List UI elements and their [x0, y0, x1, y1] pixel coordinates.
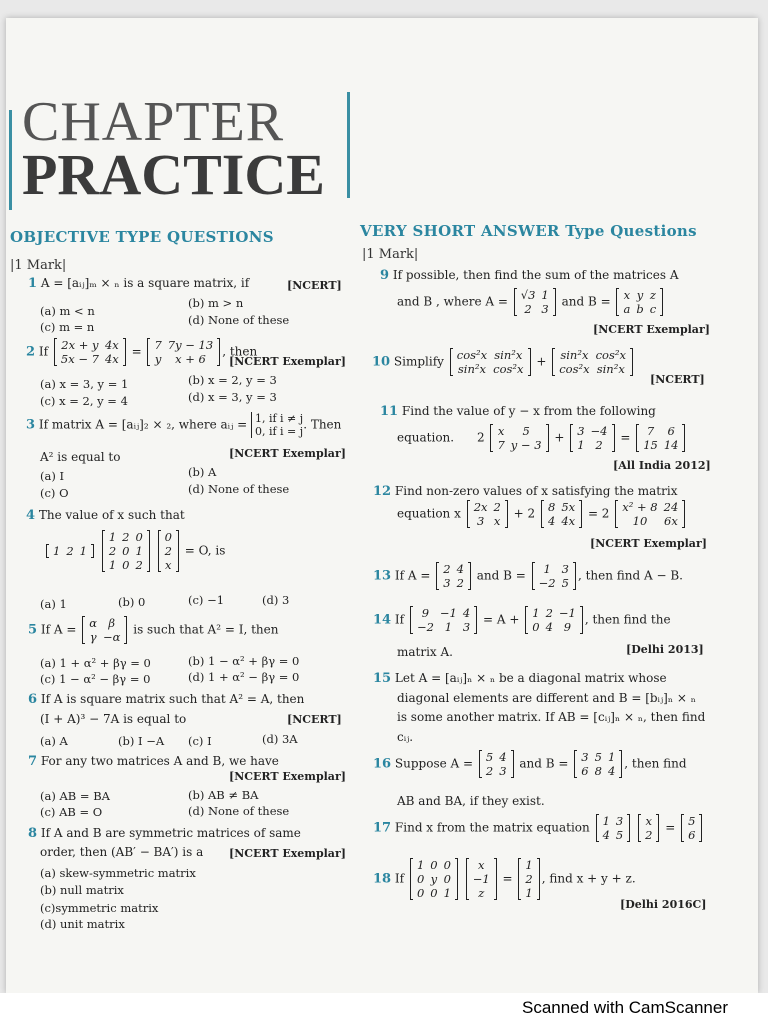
q10-equation: 10 Simplify cos²x sin²x sin²x cos²x + sin²x cos²x cos²x sin²x	[372, 348, 635, 376]
matrix-cell: sin²x	[494, 348, 523, 362]
matrix-cell: 0	[430, 886, 438, 900]
matrix-cell: 1	[135, 544, 143, 558]
q11-matrix-2	[570, 424, 614, 452]
matrix-cell: 1	[108, 558, 117, 572]
matrix-cell: 1	[525, 886, 533, 900]
matrix-cell: 5	[615, 828, 624, 842]
matrix-cell: z	[478, 886, 485, 900]
matrix-cell: 2	[524, 302, 532, 316]
q17-matrix-2	[638, 814, 659, 842]
q2-tag: [NCERT Exemplar]	[229, 355, 346, 368]
matrix-cell: 2	[485, 764, 494, 778]
matrix-cell: cos²x	[595, 348, 626, 362]
q8-option-b: (b) null matrix	[40, 883, 124, 897]
q8-text2: order, then (AB′ − BA′) is a	[40, 845, 204, 859]
q1-option-d: (d) None of these	[188, 313, 290, 327]
q2-option-b: (b) x = 2, y = 3	[188, 373, 277, 387]
q1-tag: [NCERT]	[287, 279, 342, 292]
q2-matrix-right	[147, 338, 220, 366]
q9-matrix-a	[514, 288, 556, 316]
matrix-cell: 5	[561, 576, 569, 590]
short-answer-section-title: VERY SHORT ANSWER Type Questions	[360, 222, 697, 240]
matrix-cell: y	[636, 288, 644, 302]
matrix-cell: 3	[561, 562, 569, 576]
q14-tag: [Delhi 2013]	[626, 643, 704, 656]
q4-text: 4 The value of x such that	[26, 508, 185, 523]
matrix-cell: 6	[667, 424, 675, 438]
matrix-cell: 0	[122, 558, 130, 572]
q5-matrix	[82, 616, 127, 644]
matrix-cell: α	[89, 616, 98, 630]
q12-text: 12 Find non-zero values of x satisfying the matrix	[373, 484, 678, 499]
matrix-cell: −1	[472, 872, 490, 886]
matrix-cell: 1	[53, 544, 61, 558]
matrix-cell: x² + 8	[622, 500, 658, 514]
q15-text: 15 Let A = [aᵢⱼ]ₙ × ₙ be a diagonal matrix whose	[373, 671, 667, 686]
matrix-cell: a	[623, 302, 631, 316]
q11-matrix-1	[490, 424, 548, 452]
matrix-cell: 3	[577, 424, 585, 438]
matrix-cell: y	[430, 872, 438, 886]
matrix-cell: 4x	[104, 352, 119, 366]
q4-row-vector	[46, 544, 94, 558]
q7-option-b: (b) AB ≠ BA	[188, 788, 259, 802]
matrix-cell: 1	[543, 562, 551, 576]
q6-option-a: (a) A	[40, 734, 68, 748]
q13-matrix-a	[436, 562, 471, 590]
left-accent-bar	[9, 110, 12, 210]
matrix-cell: 2	[493, 500, 501, 514]
q16-equation: 16 Suppose A = 5 4 2 3 and B = 3 5 1 6 8 4 , then find	[373, 750, 687, 778]
matrix-cell: 0	[164, 530, 172, 544]
matrix-cell: 3	[443, 576, 451, 590]
q2-matrix-left	[54, 338, 126, 366]
matrix-cell: cos²x	[559, 362, 590, 376]
q3-option-b: (b) A	[188, 465, 217, 479]
q3-piecewise: 1, if i ≠ j 0, if i = j	[251, 412, 303, 438]
matrix-cell: 6x	[664, 514, 678, 528]
q12-matrix-1	[467, 500, 508, 528]
q12-matrix-2	[541, 500, 582, 528]
q15-text4: cᵢⱼ.	[397, 730, 414, 744]
matrix-cell: 1	[602, 814, 610, 828]
matrix-cell: 2	[443, 562, 451, 576]
q4-option-a: (a) 1	[40, 597, 67, 611]
q18-tag: [Delhi 2016C]	[620, 898, 707, 911]
matrix-cell: 7	[154, 338, 162, 352]
q4-equation: 1 2 1 1 2 0 2 0 1 1 0 2 0 2 x = O, is	[44, 530, 225, 572]
q1-option-c: (c) m = n	[40, 320, 95, 334]
q14-equation: 14 If 9 −1 4 −2 1 3 = A + 1 2 −1 0 4 9 , then find the	[373, 606, 671, 634]
matrix-cell: x	[477, 858, 485, 872]
matrix-cell: 3	[615, 814, 624, 828]
matrix-cell: 2	[164, 544, 172, 558]
matrix-cell: x	[645, 814, 652, 828]
matrix-cell: 24	[663, 500, 679, 514]
matrix-cell: 8	[594, 764, 602, 778]
q2-text: 2 If 2x + y 4x 5x − 7 4x = 7 7y − 13 y x + 6 , then	[26, 338, 258, 366]
matrix-cell: 4	[462, 606, 471, 620]
q7-tag: [NCERT Exemplar]	[229, 770, 346, 783]
q12-equation: equation x 2x 2 3 x + 2 8 5x 4 4x = 2 x² + 8 24 10 6x	[397, 500, 687, 528]
matrix-cell: 0	[122, 544, 130, 558]
matrix-cell: 4	[607, 764, 616, 778]
matrix-cell: 2	[645, 828, 653, 842]
matrix-cell: 7	[497, 438, 505, 452]
q7-text: 7 For any two matrices A and B, we have	[28, 754, 279, 769]
matrix-cell: −2	[416, 620, 434, 634]
matrix-cell: 7	[646, 424, 655, 438]
matrix-cell: 9	[563, 620, 572, 634]
matrix-cell: 2	[525, 872, 533, 886]
q10-matrix-2	[552, 348, 633, 376]
q5-text: 5 If A = α β γ −α is such that A² = I, then	[28, 616, 279, 644]
q6-text: 6 If A is square matrix such that A² = A, then	[28, 692, 305, 707]
q1-text: 1 A = [aᵢⱼ]ₘ × ₙ is a square matrix, if	[28, 276, 250, 291]
q3-option-c: (c) O	[40, 486, 69, 500]
matrix-cell: b	[636, 302, 644, 316]
q8-text: 8 If A and B are symmetric matrices of same	[28, 826, 301, 841]
matrix-cell: 2	[122, 530, 130, 544]
matrix-cell: 4	[547, 514, 556, 528]
q5-option-d: (d) 1 + α² − βγ = 0	[188, 670, 300, 684]
matrix-cell: 7y − 13	[167, 338, 214, 352]
matrix-cell: 0	[416, 886, 425, 900]
matrix-cell: cos²x	[493, 362, 524, 376]
q8-option-a: (a) skew-symmetric matrix	[40, 866, 196, 880]
matrix-cell: 4	[545, 620, 553, 634]
matrix-cell: cos²x	[456, 348, 488, 362]
q7-option-a: (a) AB = BA	[40, 789, 110, 803]
q18-equation: 18 If 1 0 0 0 y 0 0 0 1 x −1 z = 1 2 1 , find x + y + z.	[373, 858, 636, 900]
left-mark-label: |1 Mark|	[10, 258, 67, 273]
objective-section-title: OBJECTIVE TYPE QUESTIONS	[10, 228, 274, 246]
q9-matrix-b	[616, 288, 663, 316]
q18-matrix-1	[410, 858, 458, 900]
matrix-cell: −1	[439, 606, 457, 620]
matrix-cell: 5	[688, 814, 696, 828]
q2-option-a: (a) x = 3, y = 1	[40, 377, 129, 391]
matrix-cell: 1	[416, 858, 425, 872]
q10-tag: [NCERT]	[650, 373, 705, 386]
q8-tag: [NCERT Exemplar]	[229, 847, 346, 860]
right-accent-bar	[347, 92, 350, 198]
matrix-cell: 0	[430, 858, 438, 872]
chapter-heading: CHAPTER	[22, 91, 285, 153]
q1-option-b: (b) m > n	[188, 296, 244, 310]
matrix-cell: x	[497, 424, 505, 438]
q8-option-d: (d) unit matrix	[40, 917, 125, 931]
matrix-cell: 2	[135, 558, 143, 572]
matrix-cell: 2	[108, 544, 117, 558]
matrix-cell: 4	[499, 750, 507, 764]
matrix-cell: 6	[688, 828, 696, 842]
matrix-cell: 1	[577, 438, 585, 452]
right-mark-label: |1 Mark|	[362, 247, 419, 262]
q3-text: 3 If matrix A = [aᵢⱼ]₂ × ₂, where aᵢⱼ = 1, if i ≠ j 0, if i = j. Then	[26, 412, 342, 438]
matrix-cell: sin²x	[596, 362, 625, 376]
matrix-cell: x + 6	[175, 352, 206, 366]
q9-text: 9 If possible, then find the sum of the matrices A	[380, 268, 679, 283]
matrix-cell: 2	[545, 606, 553, 620]
q3-tag: [NCERT Exemplar]	[229, 447, 346, 460]
matrix-cell: 6	[581, 764, 589, 778]
q8-option-c: (c)symmetric matrix	[40, 901, 159, 915]
matrix-cell: 4x	[104, 338, 119, 352]
matrix-cell: 0	[443, 872, 451, 886]
q12-matrix-3	[615, 500, 685, 528]
matrix-cell: 1	[79, 544, 87, 558]
q3-text2: A² is equal to	[40, 450, 121, 464]
matrix-cell: 3	[462, 620, 471, 634]
q11-matrix-3	[636, 424, 685, 452]
matrix-cell: 1	[108, 530, 117, 544]
matrix-cell: 3	[541, 302, 549, 316]
matrix-cell: 2x	[473, 500, 488, 514]
q3-option-a: (a) I	[40, 469, 65, 483]
matrix-cell: 5x	[561, 500, 576, 514]
scanner-watermark: Scanned with CamScanner	[521, 998, 728, 1017]
q18-matrix-3	[518, 858, 539, 900]
q9-equation: and B , where A = √3 1 2 3 and B = x y z a b c	[397, 288, 665, 316]
q13-matrix-b	[532, 562, 576, 590]
q2-option-d: (d) x = 3, y = 3	[188, 390, 277, 404]
matrix-cell: 5	[485, 750, 494, 764]
matrix-cell: 15	[643, 438, 658, 452]
matrix-cell: 4	[456, 562, 464, 576]
matrix-cell: c	[649, 302, 657, 316]
q6-option-d: (d) 3A	[262, 732, 298, 746]
matrix-cell: −4	[590, 424, 608, 438]
q4-option-d: (d) 3	[262, 593, 290, 607]
q3-option-d: (d) None of these	[188, 482, 290, 496]
matrix-cell: 2	[456, 576, 464, 590]
q14-matrix-2	[525, 606, 583, 634]
q17-matrix-3	[681, 814, 702, 842]
q18-matrix-2	[466, 858, 497, 900]
q17-equation: 17 Find x from the matrix equation 1 3 4 5 x 2 = 5 6	[373, 814, 704, 842]
matrix-cell: √3	[520, 288, 536, 302]
q4-option-c: (c) −1	[188, 593, 225, 607]
matrix-cell: 5x − 7	[60, 352, 99, 366]
practice-heading: PRACTICE	[22, 142, 325, 207]
q12-tag: [NCERT Exemplar]	[590, 537, 707, 550]
q2-option-c: (c) x = 2, y = 4	[40, 394, 128, 408]
matrix-cell: 9	[421, 606, 430, 620]
q5-option-a: (a) 1 + α² + βγ = 0	[40, 656, 151, 670]
matrix-cell: 3	[499, 764, 507, 778]
q4-column-vector	[158, 530, 179, 572]
matrix-cell: x	[165, 558, 172, 572]
q15-text3: is some another matrix. If AB = [cᵢⱼ]ₙ × ₙ, then find	[397, 710, 706, 724]
q6-option-c: (c) I	[188, 734, 212, 748]
q5-option-b: (b) 1 − α² + βγ = 0	[188, 654, 300, 668]
matrix-cell: 5	[594, 750, 602, 764]
q17-matrix-1	[596, 814, 631, 842]
matrix-cell: 5	[522, 424, 530, 438]
matrix-cell: 1	[541, 288, 549, 302]
matrix-cell: −1	[558, 606, 576, 620]
matrix-cell: x	[493, 514, 501, 528]
q16-matrix-b	[574, 750, 622, 778]
matrix-cell: 0	[135, 530, 143, 544]
matrix-cell: sin²x	[560, 348, 589, 362]
q9-tag: [NCERT Exemplar]	[593, 323, 710, 336]
matrix-cell: 2	[595, 438, 603, 452]
matrix-cell: β	[108, 616, 116, 630]
matrix-cell: sin²x	[457, 362, 486, 376]
q14-text2: matrix A.	[397, 645, 453, 659]
matrix-cell: y	[154, 352, 162, 366]
matrix-cell: 4x	[561, 514, 576, 528]
matrix-cell: 3	[581, 750, 589, 764]
q6-tag: [NCERT]	[287, 713, 342, 726]
matrix-cell: 1	[444, 620, 453, 634]
matrix-cell: 0	[416, 872, 425, 886]
q6-text2: (I + A)³ − 7A is equal to	[40, 712, 187, 726]
matrix-cell: 3	[476, 514, 485, 528]
q7-option-c: (c) AB = O	[40, 805, 103, 819]
matrix-cell: 8	[547, 500, 556, 514]
q10-matrix-1	[450, 348, 531, 376]
matrix-cell: 14	[663, 438, 679, 452]
matrix-cell: 1	[443, 886, 451, 900]
q1-option-a: (a) m < n	[40, 304, 95, 318]
q4-matrix	[102, 530, 150, 572]
matrix-cell: γ	[89, 630, 97, 644]
q6-option-b: (b) I −A	[118, 734, 165, 748]
q16-matrix-a	[479, 750, 514, 778]
q11-text: 11 Find the value of y − x from the following	[380, 404, 656, 419]
q14-matrix-1	[410, 606, 477, 634]
matrix-cell: 10	[632, 514, 648, 528]
q4-option-b: (b) 0	[118, 595, 146, 609]
q16-text2: AB and BA, if they exist.	[397, 794, 545, 808]
matrix-cell: y − 3	[510, 438, 542, 452]
matrix-cell: x	[623, 288, 631, 302]
matrix-cell: 1	[607, 750, 616, 764]
q13-equation: 13 If A = 2 4 3 2 and B = 1 3 −2 5 , then find A − B.	[373, 562, 683, 590]
q15-text2: diagonal elements are different and B = [bᵢⱼ]ₙ × ₙ	[397, 691, 696, 705]
matrix-cell: 1	[532, 606, 540, 620]
matrix-cell: 2	[66, 544, 74, 558]
matrix-cell: −2	[538, 576, 556, 590]
q11-equation: equation. 2 x 5 7 y − 3 + 3 −4 1 2 = 7 6 15 14	[397, 424, 687, 452]
matrix-cell: 2x + y	[61, 338, 99, 352]
matrix-cell: 4	[602, 828, 610, 842]
matrix-cell: 1	[525, 858, 533, 872]
q7-option-d: (d) None of these	[188, 804, 290, 818]
matrix-cell: 0	[532, 620, 540, 634]
q11-tag: [All India 2012]	[613, 459, 711, 472]
matrix-cell: z	[649, 288, 656, 302]
matrix-cell: −α	[103, 630, 121, 644]
matrix-cell: 0	[443, 858, 451, 872]
q5-option-c: (c) 1 − α² − βγ = 0	[40, 672, 151, 686]
